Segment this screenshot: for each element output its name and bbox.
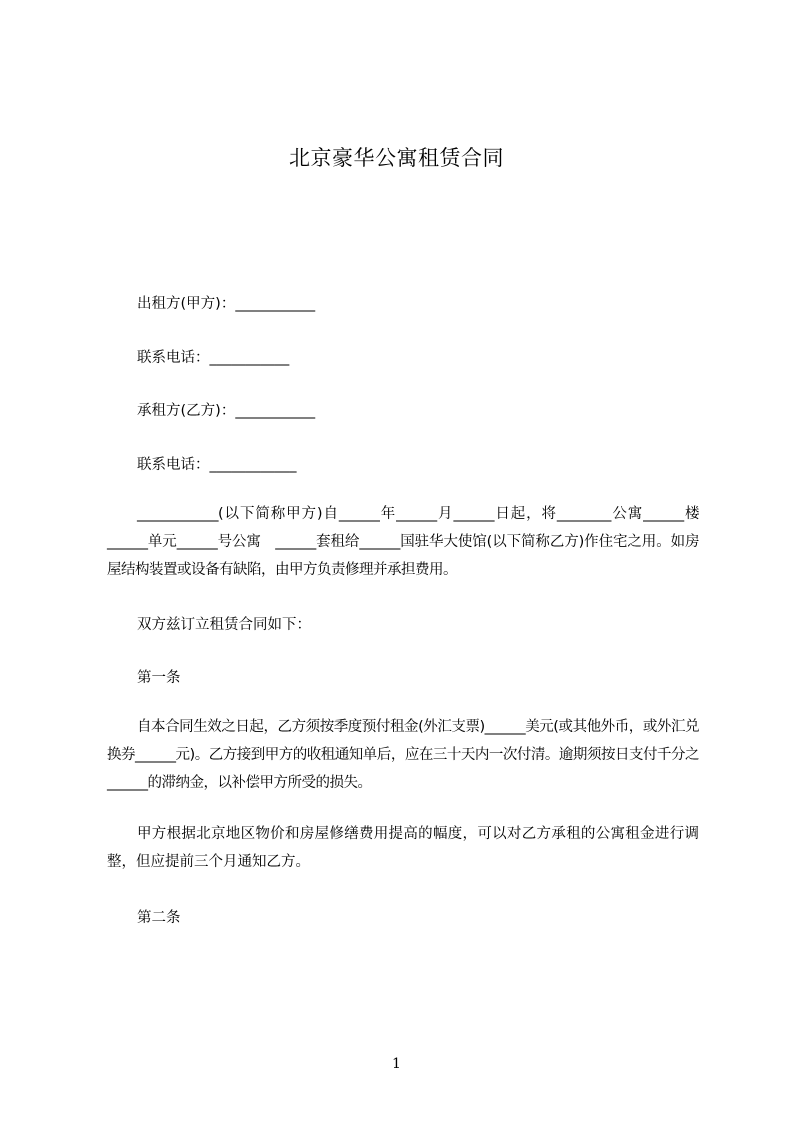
lessor-phone-field: 联系电话：___________ bbox=[137, 350, 290, 366]
intro-paragraph: ____________(以下简称甲方)自______年______月______日起，将________公寓______楼 ______单元______号公寓 ______套租给______国驻华大使馆(以下简称乙方)作住宅之用。如房屋结构装置或设备有缺陷，由甲方负责修理并承担费用。 bbox=[107, 506, 713, 578]
agreement-line: 双方兹订立租赁合同如下： bbox=[137, 617, 311, 633]
article-1-heading: 第一条 bbox=[137, 670, 181, 686]
lessor-field: 出租方(甲方)：___________ bbox=[137, 296, 316, 312]
page-number: 1 bbox=[392, 1056, 401, 1072]
lessee-phone-field: 联系电话：____________ bbox=[137, 457, 297, 473]
article-1-paragraph-1: 自本合同生效之日起，乙方须按季度预付租金(外汇支票)______美元(或其他外币，或外汇兑换券______元)。乙方接到甲方的收租通知单后，应在三十天内一次付清。逾期须按日支付千分之 ______的滞纳金，以补偿甲方所受的损失。 bbox=[107, 719, 713, 791]
lessee-field: 承租方(乙方)：___________ bbox=[137, 403, 316, 419]
article-1-paragraph-2: 甲方根据北京地区物价和房屋修缮费用提高的幅度，可以对乙方承租的公寓租金进行调整，但应提前三个月通知乙方。 bbox=[107, 826, 699, 870]
article-2-heading: 第二条 bbox=[137, 910, 181, 926]
document-title: 北京豪华公寓租赁合同 bbox=[289, 146, 504, 170]
